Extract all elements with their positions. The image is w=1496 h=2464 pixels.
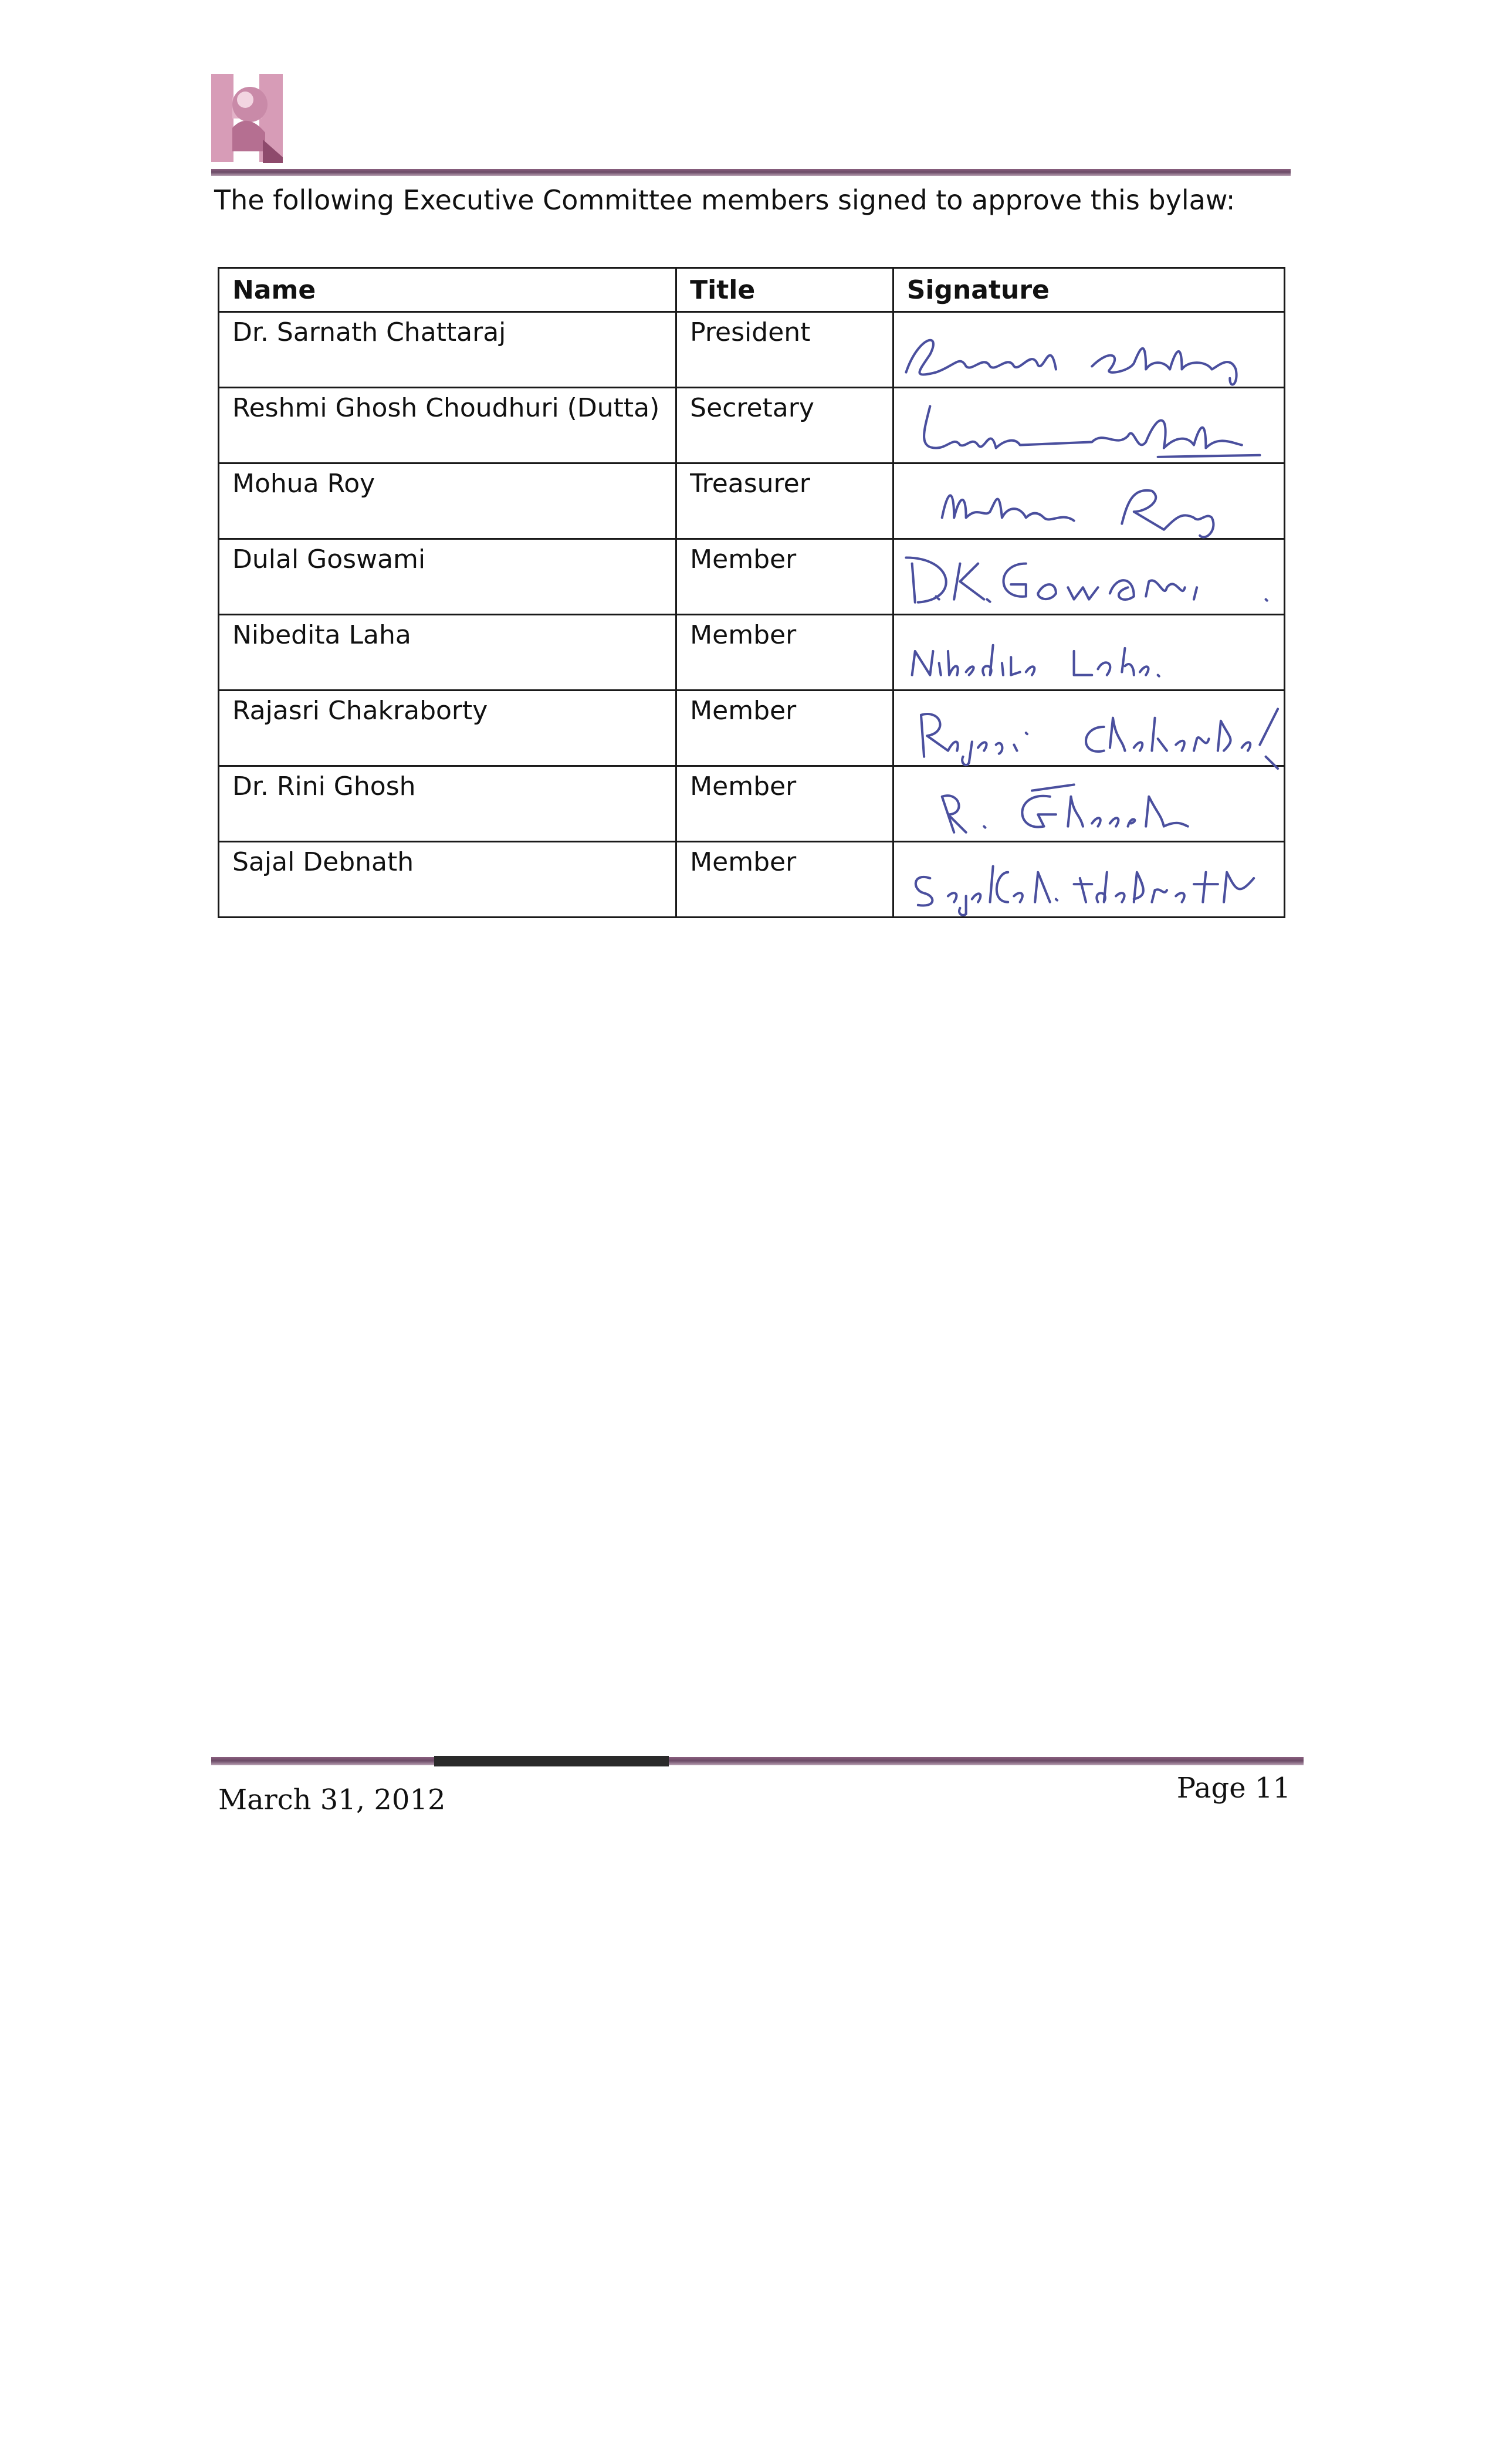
table-row: [219, 312, 1285, 388]
header-rule: [211, 169, 1291, 176]
handwritten-signature: [894, 313, 1284, 387]
member-title: Secretary: [676, 388, 893, 463]
committee-signature-table: [218, 267, 1285, 918]
table-row: [219, 766, 1285, 842]
member-title: Member: [676, 691, 893, 766]
member-signature: [893, 691, 1284, 766]
handwritten-signature: [894, 615, 1284, 689]
member-name: Rajasri Chakraborty: [219, 691, 676, 766]
member-signature: [893, 388, 1284, 463]
footer-date: March 31, 2012: [218, 1783, 446, 1816]
table-header-row: [219, 268, 1285, 312]
header-signature: Signature: [893, 268, 1284, 312]
handwritten-signature: [894, 767, 1284, 841]
member-name: Dr. Rini Ghosh: [219, 766, 676, 842]
member-name: Dulal Goswami: [219, 539, 676, 615]
handwritten-signature: [894, 842, 1284, 916]
member-signature: [893, 539, 1284, 615]
member-signature: [893, 842, 1284, 918]
member-name: Reshmi Ghosh Choudhuri (Dutta): [219, 388, 676, 463]
member-title: Member: [676, 615, 893, 691]
member-title: Member: [676, 842, 893, 918]
member-title: Member: [676, 539, 893, 615]
member-name: Nibedita Laha: [219, 615, 676, 691]
header-name: Name: [219, 268, 676, 312]
footer-rule: [211, 1757, 1304, 1765]
page-number: Page 11: [1176, 1772, 1291, 1805]
handwritten-signature: [894, 691, 1284, 765]
intro-text: The following Executive Committee members signed to approve this bylaw:: [214, 184, 1236, 216]
table-row: [219, 615, 1285, 691]
member-name: Sajal Debnath: [219, 842, 676, 918]
table-row: [219, 842, 1285, 918]
member-signature: [893, 463, 1284, 539]
member-title: Treasurer: [676, 463, 893, 539]
footer-rule-accent: [434, 1756, 669, 1766]
table-row: [219, 539, 1285, 615]
handwritten-signature: [894, 540, 1284, 614]
handwritten-signature: [894, 388, 1284, 462]
member-signature: [893, 312, 1284, 388]
table-row: [219, 388, 1285, 463]
member-name: Dr. Sarnath Chattaraj: [219, 312, 676, 388]
organization-logo: [209, 69, 286, 167]
member-signature: [893, 615, 1284, 691]
handwritten-signature: [894, 464, 1284, 538]
member-title: President: [676, 312, 893, 388]
member-name: Mohua Roy: [219, 463, 676, 539]
member-signature: [893, 766, 1284, 842]
header-title: Title: [676, 268, 893, 312]
table-row: [219, 691, 1285, 766]
member-title: Member: [676, 766, 893, 842]
table-row: [219, 463, 1285, 539]
